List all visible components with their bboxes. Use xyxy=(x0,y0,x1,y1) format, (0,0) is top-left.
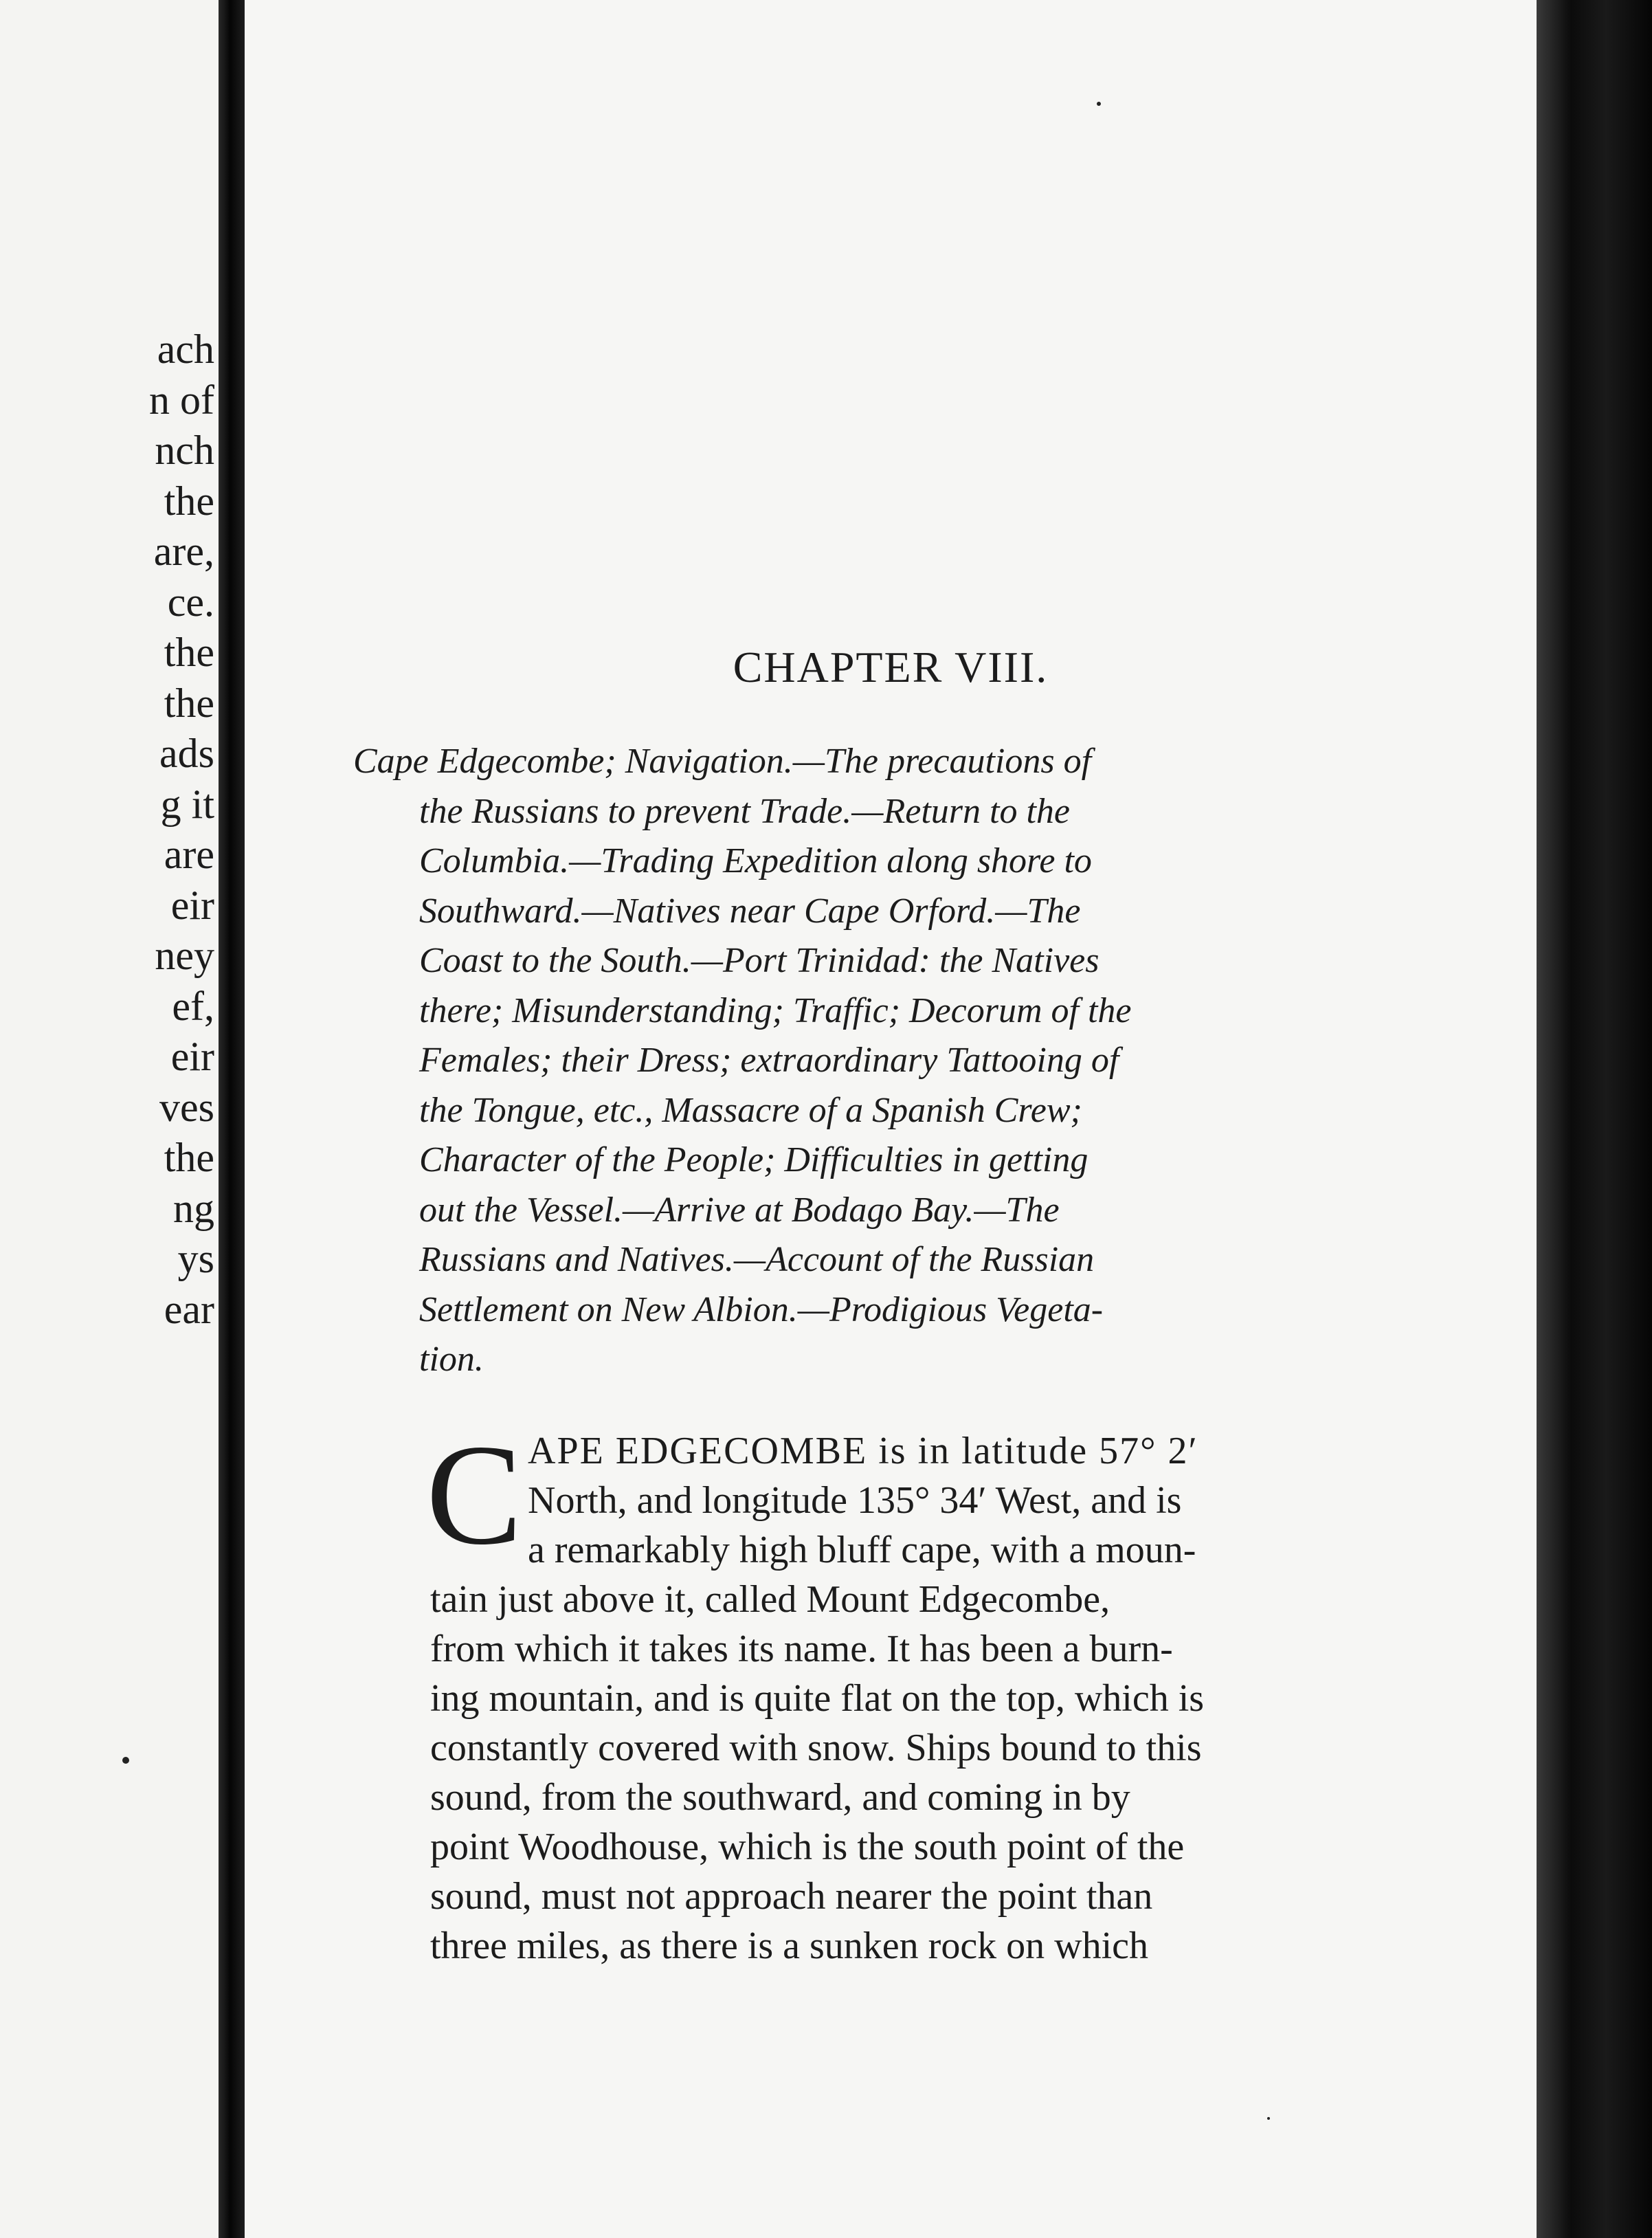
previous-page xyxy=(0,0,219,2238)
previous-page-line: the xyxy=(164,680,214,726)
page-edge xyxy=(1537,0,1652,2238)
summary-line: the Russians to prevent Trade.—Return to the xyxy=(419,791,1070,831)
body-line: APE EDGECOMBE is in latitude 57° 2′ xyxy=(528,1430,1198,1472)
summary-line: there; Misunderstanding; Traffic; Decorum of the xyxy=(419,990,1132,1030)
body-line: North, and longitude 135° 34′ West, and is xyxy=(528,1479,1182,1522)
body-line: tain just above it, called Mount Edgecombe, xyxy=(430,1578,1110,1621)
body-line: constantly covered with snow. Ships bound to this xyxy=(430,1727,1202,1769)
previous-page-line: the xyxy=(164,478,214,524)
previous-page-line: ng xyxy=(173,1185,214,1231)
previous-page-line: are, xyxy=(153,529,214,574)
body-line: a remarkably high bluff cape, with a moun- xyxy=(528,1529,1196,1571)
previous-page-line: the xyxy=(164,1135,214,1180)
summary-line: Southward.—Natives near Cape Orford.—The xyxy=(419,891,1081,931)
print-speck xyxy=(1267,2117,1270,2120)
body-line: point Woodhouse, which is the south point of the xyxy=(430,1826,1185,1868)
body-line: sound, from the southward, and coming in by xyxy=(430,1776,1130,1819)
summary-line: Character of the People; Difficulties in getting xyxy=(419,1140,1089,1179)
previous-page-line: ney xyxy=(155,933,214,978)
summary-line: out the Vessel.—Arrive at Bodago Bay.—The xyxy=(419,1190,1060,1230)
print-speck xyxy=(122,1757,129,1764)
previous-page-line: ef, xyxy=(172,983,214,1029)
previous-page-line: nch xyxy=(155,428,214,473)
summary-line: Columbia.—Trading Expedition along shore to xyxy=(419,841,1092,880)
body-line: three miles, as there is a sunken rock on which xyxy=(430,1925,1149,1967)
summary-line: Coast to the South.—Port Trinidad: the Natives xyxy=(419,941,1100,980)
previous-page-line: ads xyxy=(159,731,214,776)
chapter-heading: CHAPTER VIII. xyxy=(733,643,1049,691)
previous-page-line: g it xyxy=(160,781,214,827)
body-paragraph xyxy=(430,1426,1409,1971)
book-gutter xyxy=(219,0,245,2238)
previous-page-line: ce. xyxy=(167,579,214,625)
body-line: sound, must not approach nearer the point than xyxy=(430,1875,1153,1918)
chapter-summary xyxy=(353,737,1409,1385)
previous-page-line: eir xyxy=(170,1034,214,1079)
previous-page-line: ach xyxy=(157,326,214,372)
previous-page-line: are xyxy=(164,832,214,877)
print-speck xyxy=(1097,102,1101,106)
summary-line: Cape Edgecombe; Navigation.—The precautions of xyxy=(353,742,1092,781)
drop-cap: C xyxy=(426,1415,523,1575)
summary-line: the Tongue, etc., Massacre of a Spanish Crew; xyxy=(419,1090,1082,1130)
body-line: from which it takes its name. It has been a burn- xyxy=(430,1628,1173,1670)
summary-line: Settlement on New Albion.—Prodigious Vegeta- xyxy=(419,1289,1104,1329)
previous-page-line: eir xyxy=(170,882,214,928)
previous-page-line: ves xyxy=(159,1084,214,1130)
summary-line: Russians and Natives.—Account of the Russian xyxy=(419,1240,1095,1279)
previous-page-line: the xyxy=(164,630,214,675)
body-line: ing mountain, and is quite flat on the top, which is xyxy=(430,1677,1205,1720)
previous-page-line: n of xyxy=(149,377,214,423)
previous-page-line: ear xyxy=(164,1286,214,1332)
summary-line: Females; their Dress; extraordinary Tattooing of xyxy=(419,1041,1119,1080)
previous-page-line: ys xyxy=(177,1236,214,1281)
summary-line: tion. xyxy=(419,1340,484,1379)
